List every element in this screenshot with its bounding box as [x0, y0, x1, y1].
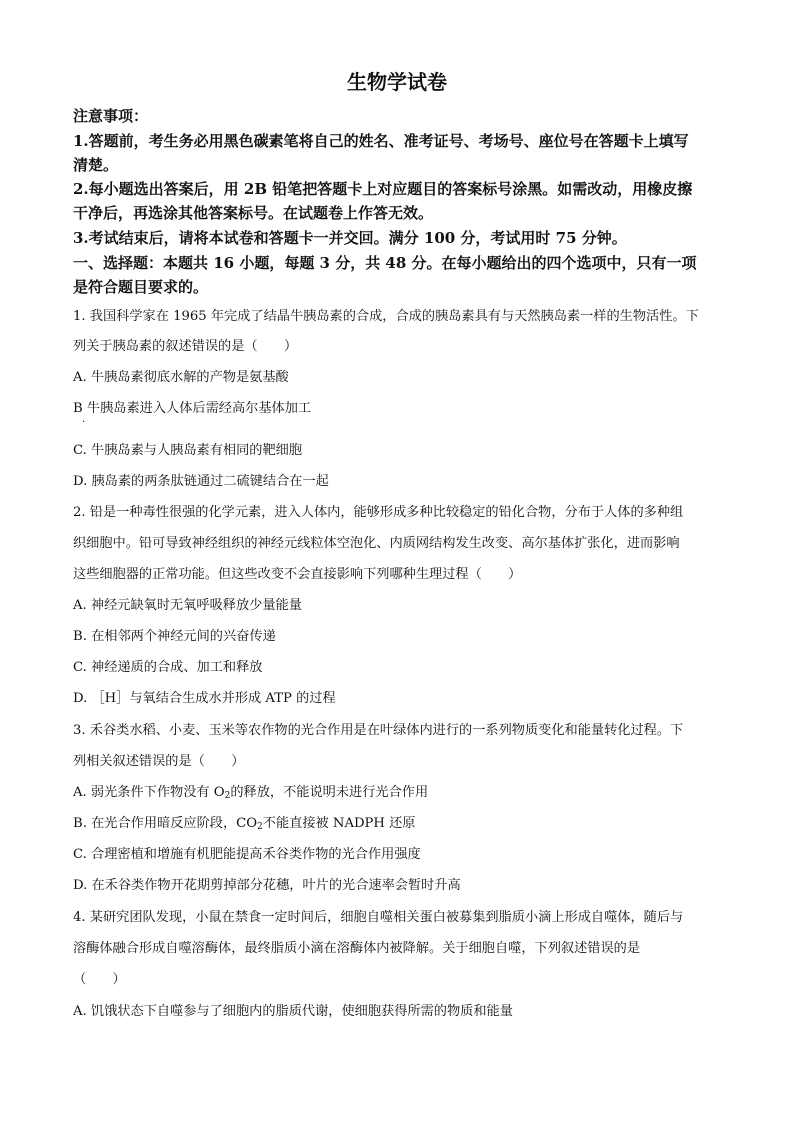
- notice-heading: 注意事项：: [73, 107, 149, 125]
- q3-option-a-text: A. 弱光条件下作物没有 O: [73, 785, 225, 800]
- q1-option-a: A. 牛胰岛素彻底水解的产物是氨基酸: [73, 370, 289, 385]
- q1-option-d: D. 胰岛素的两条肽链通过二硫键结合在一起: [73, 474, 329, 489]
- q3-option-b-text-end: 不能直接被 NADPH 还原: [262, 816, 416, 831]
- notice-item-2-line-2: 干净后，再选涂其他答案标号。在试题卷上作答无效。: [73, 204, 434, 222]
- q4-option-a: A. 饥饿状态下自噬参与了细胞内的脂质代谢，使细胞获得所需的物质和能量: [73, 1004, 513, 1019]
- q2-stem-line-3: 这些细胞器的正常功能。但这些改变不会直接影响下列哪种生理过程（ ）: [73, 567, 522, 582]
- notice-item-3: 3.考试结束后，请将本试卷和答题卡一并交回。满分 100 分，考试用时 75 分钟。: [73, 229, 627, 247]
- q4-stem-line-2: 溶酶体融合形成自噬溶酶体，最终脂质小滴在溶酶体内被降解。关于细胞自噬，下列叙述错误的是: [73, 941, 641, 956]
- q1-option-c: C. 牛胰岛素与人胰岛素有相同的靶细胞: [73, 443, 303, 458]
- q1-stem-line-2: 列关于胰岛素的叙述错误的是（ ）: [73, 339, 298, 354]
- q2-option-d: D. ［H］与氧结合生成水并形成 ATP 的过程: [73, 691, 336, 706]
- q3-option-b-text: B. 在光合作用暗反应阶段，CO: [73, 816, 258, 831]
- q3-option-d: D. 在禾谷类作物开花期剪掉部分花穗，叶片的光合速率会暂时升高: [73, 878, 461, 893]
- q4-stem-line-1: 4. 某研究团队发现，小鼠在禁食一定时间后，细胞自噬相关蛋白被募集到脂质小滴上形成自噬体，随后与: [73, 910, 684, 925]
- q2-stem-line-1: 2. 铅是一种毒性很强的化学元素，进入人体内，能够形成多种比较稳定的铅化合物，分布于人体的多种组: [73, 505, 684, 520]
- notice-item-1-line-2: 清楚。: [73, 156, 119, 174]
- q2-option-b: B. 在相邻两个神经元间的兴奋传递: [73, 629, 276, 644]
- q2-stem-line-2: 织细胞中。铅可导致神经组织的神经元线粒体空泡化、内质网结构发生改变、高尔基体扩张化，进而影响: [73, 536, 680, 551]
- q2-option-a: A. 神经元缺氧时无氧呼吸释放少量能量: [73, 598, 302, 613]
- section-heading-line-2: 是符合题目要求的。: [73, 278, 209, 296]
- notice-item-2-line-1: 2.每小题选出答案后，用 2B 铅笔把答题卡上对应题目的答案标号涂黑。如需改动，用橡皮擦: [73, 180, 693, 198]
- q3-option-b-subscript: 2: [257, 822, 263, 832]
- q1-stem-line-1: 1. 我国科学家在 1965 年完成了结晶牛胰岛素的合成，合成的胰岛素具有与天然胰岛素一样的生物活性。下: [73, 309, 699, 324]
- q3-stem-line-2: 列相关叙述错误的是（ ）: [73, 754, 245, 769]
- q2-option-c: C. 神经递质的合成、加工和释放: [73, 660, 263, 675]
- section-heading-line-1: 一、选择题：本题共 16 小题，每题 3 分，共 48 分。在每小题给出的四个选项中，只有一项: [73, 254, 697, 272]
- page-title: 生物学试卷: [347, 70, 447, 94]
- q3-option-a: [73, 783, 728, 806]
- notice-item-1-line-1: 1.答题前，考生务必用黑色碳素笔将自己的姓名、准考证号、考场号、座位号在答题卡上填写: [73, 132, 689, 150]
- q3-option-a-text-end: 的释放，不能说明未进行光合作用: [230, 785, 429, 800]
- stray-dot: ·: [82, 417, 86, 428]
- q3-option-a-subscript: 2: [224, 791, 231, 801]
- q1-option-b: B 牛胰岛素进入人体后需经高尔基体加工: [73, 401, 312, 416]
- q3-option-b: [73, 814, 728, 837]
- q4-stem-line-3: （ ）: [73, 972, 126, 987]
- q3-option-c: C. 合理密植和增施有机肥能提高禾谷类作物的光合作用强度: [73, 847, 421, 862]
- q3-stem-line-1: 3. 禾谷类水稻、小麦、玉米等农作物的光合作用是在叶绿体内进行的一系列物质变化和能量转化过程。下: [73, 723, 684, 738]
